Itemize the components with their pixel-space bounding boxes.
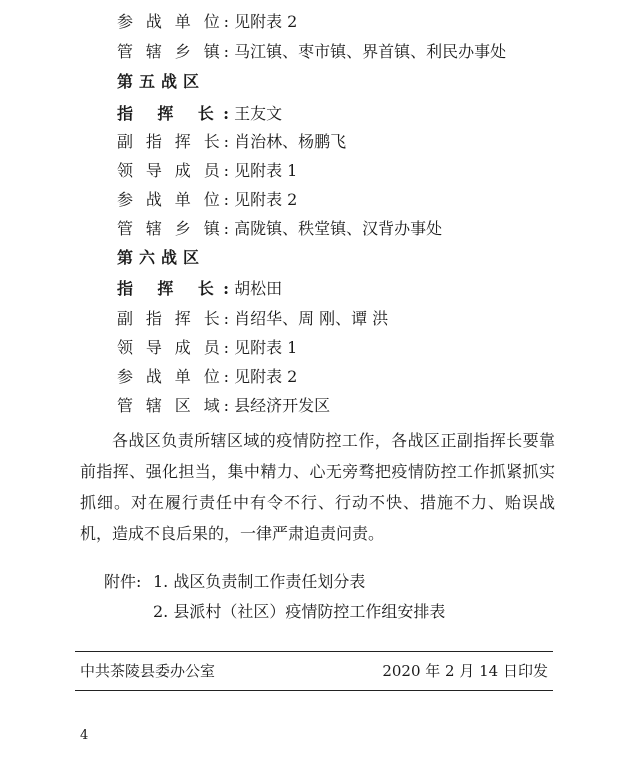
zone5-deputy-label: 副 指 挥 长:	[117, 132, 229, 151]
attachment-item-2: 2. 县派村（社区）疫情防控工作组安排表	[153, 602, 446, 621]
issue-date: 2020 年 2 月 14 日印发	[382, 662, 548, 680]
zone6-units-row	[117, 363, 297, 391]
zone6-units-value: 见附表 2	[234, 367, 298, 386]
zone6-area-value: 县经济开发区	[234, 396, 331, 415]
zone6-commander-row	[117, 275, 282, 303]
zone5-towns-label: 管 辖 乡 镇:	[117, 219, 229, 238]
zone6-area-label: 管 辖 区 域:	[117, 396, 229, 415]
zone4-towns-value: 马江镇、枣市镇、界首镇、利民办事处	[234, 42, 507, 61]
zone5-commander-row	[117, 100, 282, 128]
zone5-deputy-value: 肖治林、杨鹏飞	[234, 132, 347, 151]
zone5-units-label: 参 战 单 位:	[117, 190, 229, 209]
attachment-item-1: 1. 战区负责制工作责任划分表	[153, 572, 366, 591]
zone6-leaders-value: 见附表 1	[234, 338, 298, 357]
zone5-commander-value: 王友文	[234, 104, 283, 123]
zone5-leaders-value: 见附表 1	[234, 161, 298, 180]
responsibility-paragraph: 各战区负责所辖区域的疫情防控工作，各战区正副指挥长要靠前指挥、强化担当，集中精力、心无旁骛把疫情防控工作抓紧抓实抓细。对在履行责任中有令不行、行动不快、措施不力、贻误战机，造成不良后果的，一律严肃追责问责。	[80, 431, 555, 543]
zone4-units-row	[117, 8, 297, 36]
footer-bottom-rule	[75, 690, 553, 691]
zone6-area-row	[117, 392, 330, 420]
page-number: 4	[80, 728, 89, 743]
zone5-leaders-row	[117, 157, 297, 185]
zone6-commander-value: 胡松田	[234, 279, 283, 298]
zone5-deputy-row	[117, 128, 346, 156]
zone4-towns-label: 管 辖 乡 镇:	[117, 42, 229, 61]
zone5-title: 第五战区	[117, 72, 206, 91]
footer-top-rule	[75, 651, 553, 652]
zone5-leaders-label: 领 导 成 员:	[117, 161, 229, 180]
zone5-towns-row	[117, 215, 442, 243]
zone5-commander-label: 指 挥 长:	[117, 104, 229, 123]
zone4-towns-row	[117, 38, 506, 66]
zone6-units-label: 参 战 单 位:	[117, 367, 229, 386]
zone6-leaders-row	[117, 334, 297, 362]
zone6-deputy-row	[117, 305, 388, 333]
zone5-units-row	[117, 186, 297, 214]
zone4-units-value: 见附表 2	[234, 12, 298, 31]
zone4-units-label: 参 战 单 位:	[117, 12, 229, 31]
zone5-towns-value: 高陇镇、秩堂镇、汉背办事处	[234, 219, 443, 238]
issuer-name: 中共茶陵县委办公室	[80, 662, 216, 680]
zone6-commander-label: 指 挥 长:	[117, 279, 229, 298]
zone5-units-value: 见附表 2	[234, 190, 298, 209]
zone6-leaders-label: 领 导 成 员:	[117, 338, 229, 357]
attachments-label: 附件:	[104, 572, 142, 591]
zone6-deputy-label: 副 指 挥 长:	[117, 309, 229, 328]
zone6-title: 第六战区	[117, 248, 206, 267]
zone6-deputy-value: 肖绍华、周 刚、谭 洪	[234, 309, 389, 328]
